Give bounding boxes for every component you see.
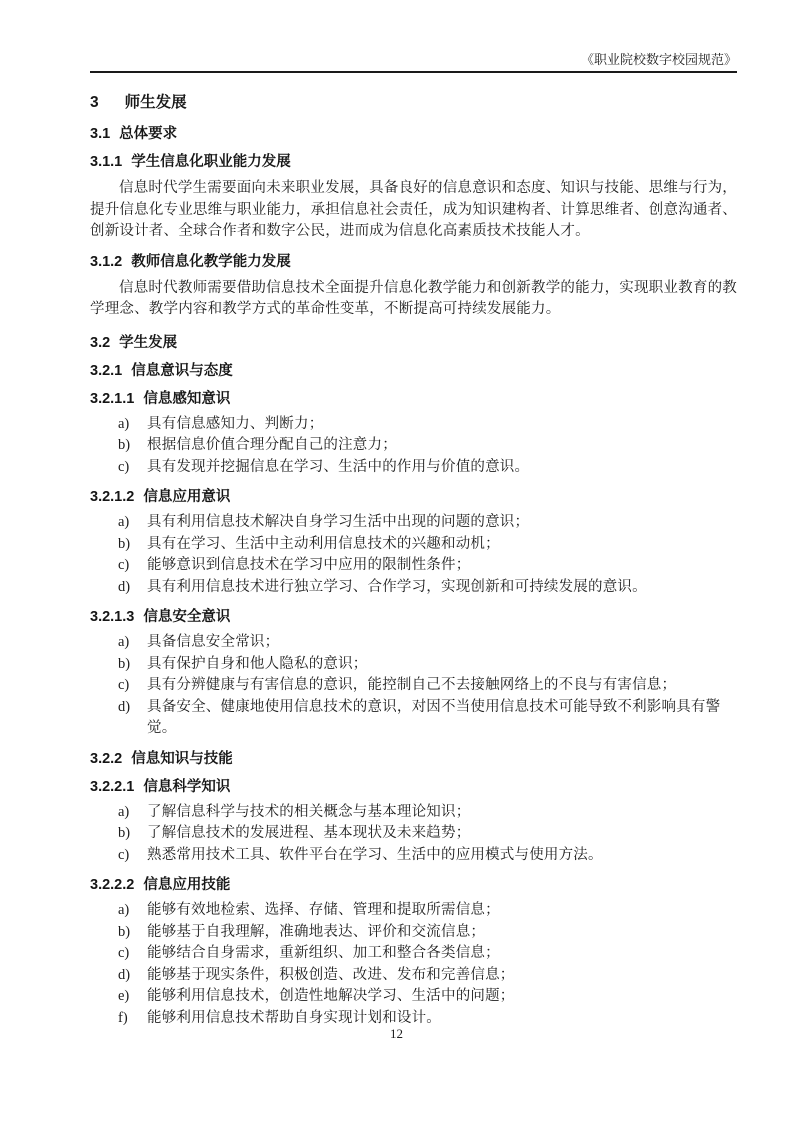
list-item xyxy=(90,534,737,556)
list-item xyxy=(90,512,737,534)
list-item xyxy=(90,697,737,740)
heading-text: 信息安全意识 xyxy=(143,609,231,625)
clause-list xyxy=(90,632,737,740)
list-item-label: a) xyxy=(118,634,130,650)
list-item-text: 具有利用信息技术进行独立学习、合作学习，实现创新和可持续发展的意识。 xyxy=(147,578,647,595)
list-item-label: c) xyxy=(118,557,130,573)
list-item xyxy=(90,457,737,479)
list-item xyxy=(90,675,737,697)
list-item-label: c) xyxy=(118,945,130,961)
list-item-text: 了解信息科学与技术的相关概念与基本理论知识； xyxy=(147,803,471,820)
list-item-label: b) xyxy=(118,655,131,672)
list-item xyxy=(90,577,737,599)
list-item-text: 能够基于自我理解，准确地表达、评价和交流信息； xyxy=(147,923,486,940)
list-item xyxy=(90,986,737,1008)
list-item xyxy=(90,435,737,457)
heading-3.2.1 xyxy=(90,362,737,380)
list-item-label: a) xyxy=(118,415,130,432)
list-item-text: 具备安全、健康地使用信息技术的意识，对因不当使用信息技术可能导致不利影响具有警觉。 xyxy=(147,698,721,736)
list-item-label: c) xyxy=(118,458,130,475)
clause-list xyxy=(90,512,737,598)
heading-3.1.2 xyxy=(90,253,737,271)
heading-text: 信息感知意识 xyxy=(143,390,231,407)
heading-3.2.2 xyxy=(90,750,737,768)
heading-number: 3.1 xyxy=(90,126,111,142)
list-item xyxy=(90,943,737,965)
list-item xyxy=(90,802,737,824)
heading-3.2.1.2 xyxy=(90,488,737,506)
heading-number: 3.2.2 xyxy=(90,750,123,767)
list-item-text: 能够利用信息技术帮助自身实现计划和设计。 xyxy=(147,1009,441,1026)
heading-number: 3.2.1 xyxy=(90,362,123,379)
heading-text: 信息应用意识 xyxy=(143,489,231,505)
list-item-label: b) xyxy=(118,923,131,940)
list-item xyxy=(90,845,737,867)
heading-number: 3.2 xyxy=(90,334,111,351)
heading-text: 教师信息化教学能力发展 xyxy=(131,253,291,270)
list-item-text: 了解信息技术的发展进程、基本现状及未来趋势； xyxy=(147,825,471,841)
list-item-label: d) xyxy=(118,578,131,595)
heading-number: 3 xyxy=(90,94,99,111)
list-item xyxy=(90,414,737,436)
list-item xyxy=(90,555,737,577)
document-body xyxy=(90,73,737,1029)
list-item-text: 能够意识到信息技术在学习中应用的限制性条件； xyxy=(147,557,471,573)
heading-number: 3.1.2 xyxy=(90,253,123,270)
heading-number: 3.2.1.3 xyxy=(90,609,135,625)
heading-3.2 xyxy=(90,334,737,352)
heading-text: 信息应用技能 xyxy=(143,877,231,893)
list-item-label: a) xyxy=(118,514,130,530)
heading-3.2.1.1 xyxy=(90,390,737,408)
heading-number: 3.2.1.2 xyxy=(90,489,135,505)
clause-list xyxy=(90,802,737,867)
heading-text: 学生发展 xyxy=(119,334,178,351)
list-item-text: 具有在学习、生活中主动利用信息技术的兴趣和动机； xyxy=(147,535,500,552)
heading-3 xyxy=(90,93,737,112)
heading-number: 3.2.2.1 xyxy=(90,778,135,795)
list-item-text: 能够利用信息技术，创造性地解决学习、生活中的问题； xyxy=(147,988,515,1004)
heading-3.2.1.3 xyxy=(90,608,737,626)
list-item xyxy=(90,632,737,654)
heading-number: 3.2.2.2 xyxy=(90,877,135,893)
list-item-label: e) xyxy=(118,988,130,1004)
list-item-label: f) xyxy=(118,1009,128,1026)
list-item-text: 能够有效地检索、选择、存储、管理和提取所需信息； xyxy=(147,902,500,918)
list-item-text: 具有保护自身和他人隐私的意识； xyxy=(147,655,368,672)
list-item xyxy=(90,900,737,922)
heading-3.2.2.2 xyxy=(90,876,737,894)
list-item xyxy=(90,965,737,987)
list-item-label: d) xyxy=(118,966,131,983)
list-item-text: 具有发现并挖掘信息在学习、生活中的作用与价值的意识。 xyxy=(147,458,530,475)
list-item-label: c) xyxy=(118,846,130,863)
heading-text: 学生信息化职业能力发展 xyxy=(131,154,291,170)
heading-number: 3.2.1.1 xyxy=(90,390,135,407)
running-header-title: 《职业院校数字校园规范》 xyxy=(580,52,737,67)
list-item xyxy=(90,922,737,944)
list-item-text: 熟悉常用技术工具、软件平台在学习、生活中的应用模式与使用方法。 xyxy=(147,846,603,863)
list-item xyxy=(90,654,737,676)
running-header xyxy=(90,51,737,68)
list-item-text: 能够结合自身需求，重新组织、加工和整合各类信息； xyxy=(147,945,500,961)
paragraph: 信息时代教师需要借助信息技术全面提升信息化教学能力和创新教学的能力，实现职业教育的教学理念、教学内容和教学方式的革命性变革，不断提高可持续发展能力。 xyxy=(90,279,737,317)
heading-text: 信息科学知识 xyxy=(143,778,231,795)
list-item-text: 根据信息价值合理分配自己的注意力； xyxy=(147,437,397,453)
clause-list xyxy=(90,414,737,479)
page-number: 12 xyxy=(390,1026,403,1041)
list-item-label: d) xyxy=(118,698,131,715)
list-item-text: 具备信息安全常识； xyxy=(147,634,280,650)
list-item-text: 具有利用信息技术解决自身学习生活中出现的问题的意识； xyxy=(147,514,530,530)
heading-number: 3.1.1 xyxy=(90,154,123,170)
heading-3.2.2.1 xyxy=(90,778,737,796)
list-item-label: a) xyxy=(118,902,130,918)
list-item-label: a) xyxy=(118,803,130,820)
heading-text: 信息知识与技能 xyxy=(131,750,233,767)
list-item-label: b) xyxy=(118,437,131,453)
list-item-label: b) xyxy=(118,825,131,841)
list-item-label: c) xyxy=(118,677,130,693)
heading-text: 师生发展 xyxy=(124,94,187,111)
list-item-text: 能够基于现实条件，积极创造、改进、发布和完善信息； xyxy=(147,966,515,983)
list-item xyxy=(90,823,737,845)
paragraph: 信息时代学生需要面向未来职业发展，具备良好的信息意识和态度、知识与技能、思维与行为，提升信息化专业思维与职业能力，承担信息社会责任，成为知识建构者、计算思维者、创意沟通者、创新设计者、全球合作者和数字公民，进而成为信息化高素质技术技能人才。 xyxy=(90,180,737,239)
list-item-text: 具有信息感知力、判断力； xyxy=(147,415,324,432)
list-item-text: 具有分辨健康与有害信息的意识，能控制自己不去接触网络上的不良与有害信息； xyxy=(147,677,677,693)
page-footer xyxy=(0,1026,793,1042)
heading-text: 总体要求 xyxy=(119,126,178,142)
clause-list xyxy=(90,900,737,1029)
heading-text: 信息意识与态度 xyxy=(131,362,233,379)
list-item-label: b) xyxy=(118,535,131,552)
heading-3.1.1 xyxy=(90,153,737,171)
heading-3.1 xyxy=(90,125,737,143)
